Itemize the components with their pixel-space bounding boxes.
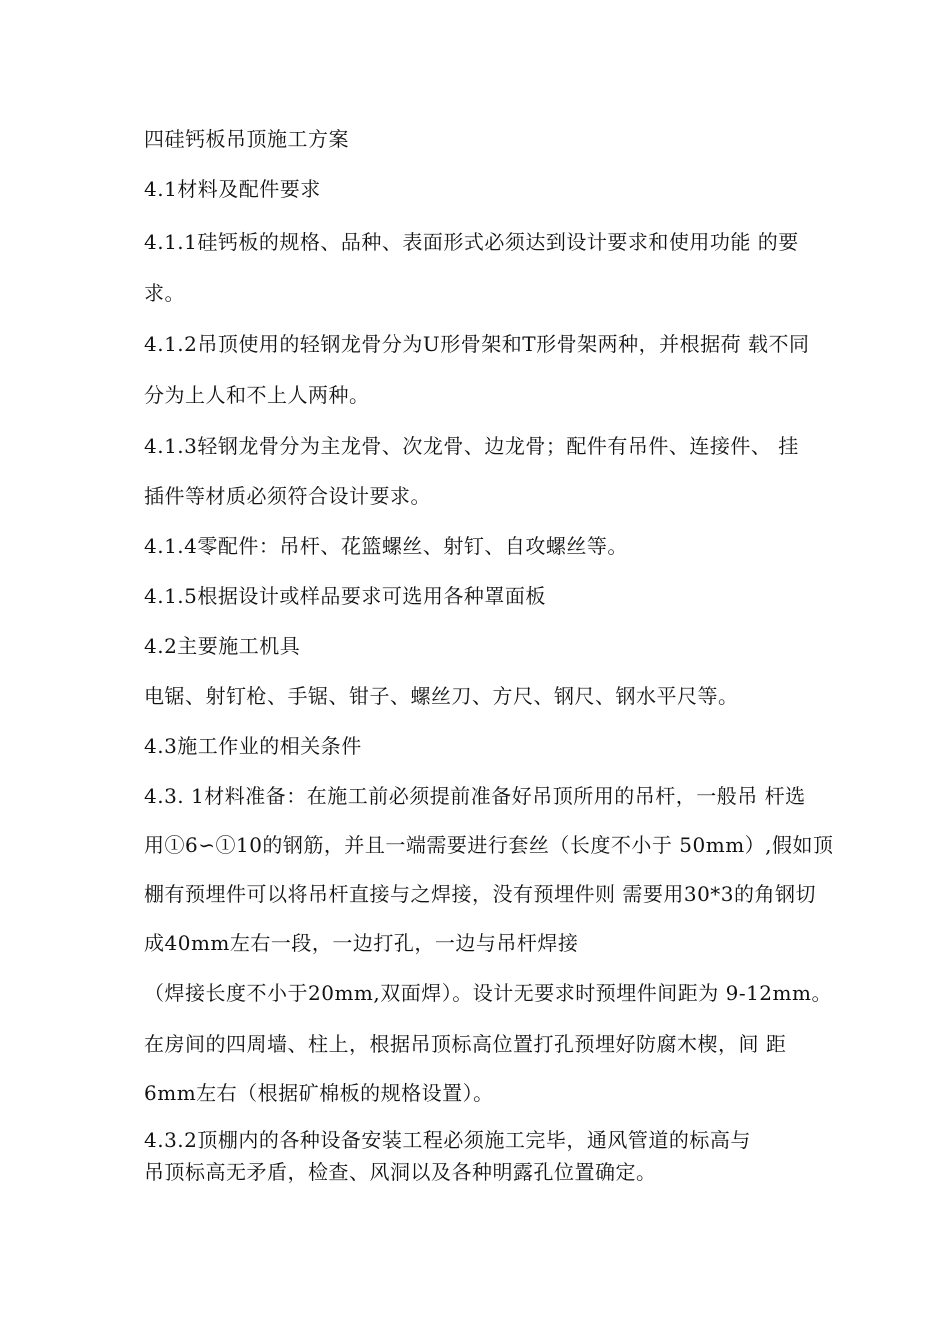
doc-title: 四硅钙板吊顶施工方案 [144, 127, 349, 151]
section-heading-4-2: 4.2主要施工机具 [144, 634, 301, 658]
paragraph-line: 电锯、射钉枪、手锯、钳子、螺丝刀、方尺、钢尺、钢水平尺等。 [144, 684, 739, 708]
paragraph-line: 棚有预埋件可以将吊杆直接与之焊接，没有预埋件则 需要用30*3的角钢切 [144, 882, 817, 906]
paragraph-line: 插件等材质必须符合设计要求。 [144, 484, 431, 508]
paragraph-line: 6mm左右（根据矿棉板的规格设置）。 [144, 1081, 494, 1105]
paragraph-line: 4.3.2顶棚内的各种设备安装工程必须施工完毕，通风管道的标高与 [144, 1128, 751, 1152]
paragraph-line: （焊接长度不小于20mm,双面焊）。设计无要求时预埋件间距为 9-12mm。 [144, 981, 832, 1005]
paragraph-line: 在房间的四周墙、柱上，根据吊顶标高位置打孔预埋好防腐木楔，间 距 [144, 1032, 787, 1056]
paragraph-line: 4.3. 1材料准备：在施工前必须提前准备好吊顶所用的吊杆，一般吊 杆选 [144, 784, 806, 808]
paragraph-line: 吊顶标高无矛盾，检查、风洞以及各种明露孔位置确定。 [144, 1160, 657, 1184]
paragraph-line: 分为上人和不上人两种。 [144, 383, 370, 407]
paragraph-line: 求。 [144, 281, 185, 305]
paragraph-line: 4.1.1硅钙板的规格、品种、表面形式必须达到设计要求和使用功能 的要 [144, 230, 799, 254]
paragraph-line: 4.1.5根据设计或样品要求可选用各种罩面板 [144, 584, 546, 608]
paragraph-line: 4.1.4零配件：吊杆、花篮螺丝、射钉、自攻螺丝等。 [144, 534, 628, 558]
section-heading-4-1: 4.1材料及配件要求 [144, 177, 321, 201]
paragraph-line: 成40mm左右一段，一边打孔，一边与吊杆焊接 [144, 931, 579, 955]
section-heading-4-3: 4.3施工作业的相关条件 [144, 734, 362, 758]
paragraph-line: 4.1.2吊顶使用的轻钢龙骨分为U形骨架和T形骨架两种，并根据荷 载不同 [144, 332, 810, 356]
paragraph-line: 4.1.3轻钢龙骨分为主龙骨、次龙骨、边龙骨；配件有吊件、连接件、 挂 [144, 434, 799, 458]
paragraph-line: 用①6∽①10的钢筋，并且一端需要进行套丝（长度不小于 50mm）,假如顶 [144, 833, 834, 857]
